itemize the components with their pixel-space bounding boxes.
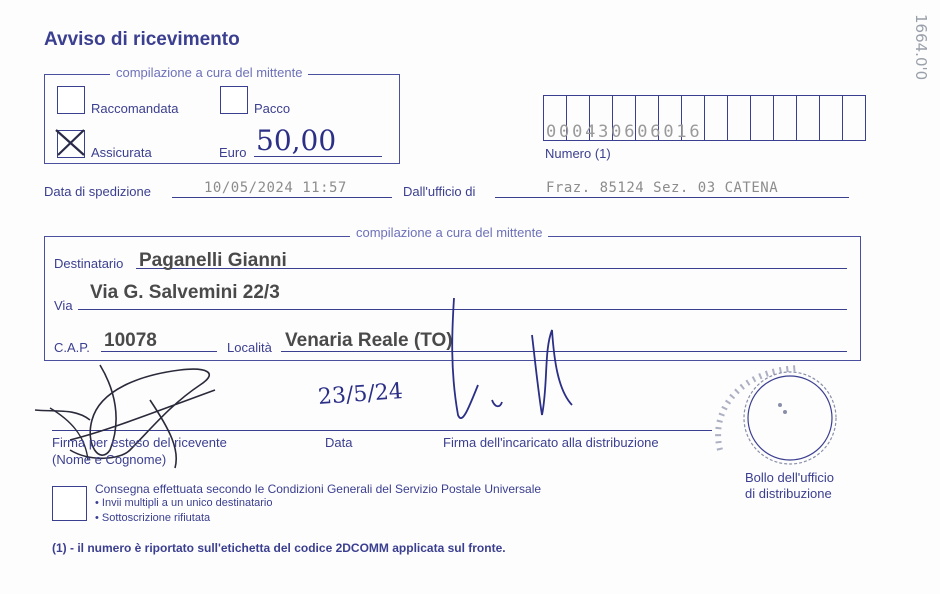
side-handwritten-number: 1664.0'0	[912, 14, 930, 81]
bollo-line2: di distribuzione	[745, 486, 832, 501]
consegna-checkbox[interactable]	[52, 486, 87, 521]
raccomandata-label: Raccomandata	[91, 101, 179, 116]
numero-label: Numero (1)	[545, 146, 611, 161]
footnote: (1) - il numero è riportato sull'etichetta del codice 2DCOMM applicata sul fronte.	[52, 541, 506, 555]
carrier-signature-scribble	[440, 290, 590, 430]
assicurata-checkbox[interactable]	[57, 130, 85, 158]
destinatario-value[interactable]: Paganelli Gianni	[139, 250, 287, 271]
euro-label: Euro	[219, 145, 247, 160]
via-label: Via	[54, 298, 73, 313]
pacco-label: Pacco	[254, 101, 291, 116]
recipient-box-legend: compilazione a cura del mittente	[350, 225, 548, 240]
check-x-mark-icon	[54, 127, 86, 157]
destinatario-label: Destinatario	[54, 256, 124, 271]
localita-value[interactable]: Venaria Reale (TO)	[285, 330, 453, 351]
bollo-line1: Bollo dell'ufficio	[745, 470, 834, 485]
raccomandata-checkbox[interactable]	[57, 86, 85, 114]
ufficio-value[interactable]: Fraz. 85124 Sez. 03 CATENA	[546, 180, 779, 196]
ufficio-label: Dall'ufficio di	[403, 184, 476, 199]
data-label: Data	[325, 435, 353, 450]
page-title: Avviso di ricevimento	[44, 29, 240, 50]
data-spedizione-label: Data di spedizione	[44, 184, 151, 199]
cap-label: C.A.P.	[54, 340, 90, 355]
ufficio-line	[495, 197, 849, 198]
assicurata-label: Assicurata	[91, 145, 152, 160]
data-spedizione-value[interactable]: 10/05/2024 11:57	[204, 180, 347, 196]
consegna-bullet-2: • Sottoscrizione rifiutata	[95, 512, 211, 524]
consegna-text: Consegna effettuata secondo le Condizioni Generali del Servizio Postale Universale	[95, 482, 542, 496]
numero-digits: 000430606016	[546, 122, 703, 142]
postmark-stamp	[700, 350, 850, 470]
firma-incaricato-label: Firma dell'incaricato alla distribuzione	[443, 435, 659, 450]
pacco-checkbox[interactable]	[220, 86, 248, 114]
localita-label: Località	[227, 340, 272, 355]
euro-value[interactable]: 50,00	[256, 124, 337, 157]
data-handwritten[interactable]: 23/5/24	[317, 379, 404, 410]
firma-ricevente-label: Firma per esteso del ricevente	[52, 435, 227, 450]
consegna-bullet-1: • Invii multipli a un unico destinatario	[95, 497, 273, 509]
data-spedizione-line	[172, 197, 392, 198]
cap-value[interactable]: 10078	[104, 330, 157, 351]
nome-cognome-label: (Nome e Cognome)	[52, 452, 167, 467]
via-value[interactable]: Via G. Salvemini 22/3	[90, 282, 280, 303]
sender-box-legend: compilazione a cura del mittente	[110, 65, 308, 80]
